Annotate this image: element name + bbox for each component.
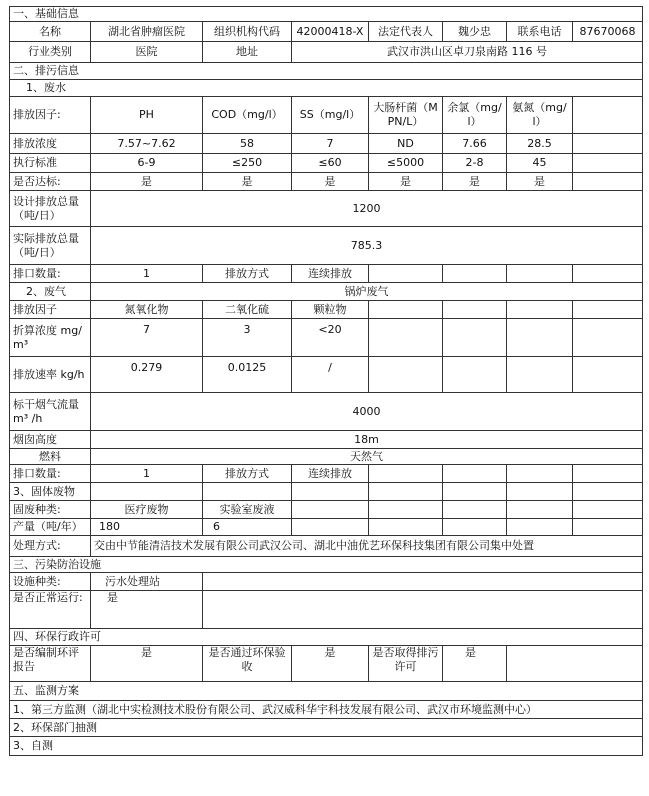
ex-chimney-value: 18m	[91, 431, 643, 449]
table-row	[10, 42, 643, 63]
empty-cell	[443, 465, 507, 483]
exhaust-title: 2、废气	[10, 283, 91, 301]
sw-output-label: 产量（吨/年）	[10, 519, 91, 536]
sw-output-lab-liquid: 6	[203, 519, 292, 536]
ww-std-value: ≤5000	[369, 154, 443, 173]
ww-factor-ss: SS（mg/l）	[292, 97, 369, 134]
solid-waste-title: 3、固体废物	[10, 483, 91, 501]
table-row	[10, 465, 643, 483]
section-row	[10, 63, 643, 80]
ex-factor-so2: 二氧化硫	[203, 301, 292, 319]
table-row	[10, 431, 643, 449]
empty-cell	[369, 465, 443, 483]
phone-label: 联系电话	[507, 22, 573, 42]
empty-cell	[507, 301, 573, 319]
ww-std-value: ≤60	[292, 154, 369, 173]
section-title-basic: 一、基础信息	[10, 7, 643, 22]
address-label: 地址	[203, 42, 292, 63]
table-row	[10, 536, 643, 557]
empty-cell	[573, 319, 643, 357]
empty-cell	[292, 501, 369, 519]
empty-cell	[443, 519, 507, 536]
table-row	[10, 301, 643, 319]
empty-cell	[369, 319, 443, 357]
empty-cell	[573, 265, 643, 283]
industry-label: 行业类别	[10, 42, 91, 63]
ww-compliant-label: 是否达标:	[10, 173, 91, 191]
table-row	[10, 191, 643, 227]
legal-rep-label: 法定代表人	[369, 22, 443, 42]
address-value: 武汉市洪山区卓刀泉南路 116 号	[292, 42, 643, 63]
empty-cell	[369, 501, 443, 519]
section-row	[10, 7, 643, 22]
table-row	[10, 154, 643, 173]
empty-cell	[573, 483, 643, 501]
ex-conc-label: 折算浓度 mg/ m³	[10, 319, 91, 357]
empty-cell	[573, 134, 643, 154]
ex-factor-nox: 氮氧化物	[91, 301, 203, 319]
table-row	[10, 22, 643, 42]
ex-method-value: 连续排放	[292, 465, 369, 483]
ww-method-label: 排放方式	[203, 265, 292, 283]
empty-cell	[573, 501, 643, 519]
ww-compliant-value: 是	[369, 173, 443, 191]
empty-cell	[573, 97, 643, 134]
eia-label: 是否编制环评报告	[10, 646, 91, 682]
acceptance-label: 是否通过环保验收	[203, 646, 292, 682]
monitoring-env-dept: 2、环保部门抽测	[10, 719, 643, 737]
ww-compliant-value: 是	[507, 173, 573, 191]
sw-type-lab-liquid: 实验室废液	[203, 501, 292, 519]
empty-cell	[507, 357, 573, 393]
empty-cell	[573, 465, 643, 483]
ww-outlet-count-label: 排口数量:	[10, 265, 91, 283]
ex-outlet-count-value: 1	[91, 465, 203, 483]
monitoring-self: 3、自测	[10, 737, 643, 756]
sw-type-label: 固废种类:	[10, 501, 91, 519]
empty-cell	[573, 154, 643, 173]
ww-conc-value: 28.5	[507, 134, 573, 154]
ww-conc-value: 7	[292, 134, 369, 154]
ex-conc-value: 7	[91, 319, 203, 357]
ww-std-value: 45	[507, 154, 573, 173]
table-row	[10, 97, 643, 134]
section-title-discharge: 二、排污信息	[10, 63, 643, 80]
ww-compliant-value: 是	[91, 173, 203, 191]
table-row	[10, 573, 643, 591]
sw-output-medical: 180	[91, 519, 203, 536]
subsection-row	[10, 80, 643, 97]
section-row	[10, 629, 643, 646]
ww-std-value: ≤250	[203, 154, 292, 173]
table-row	[10, 701, 643, 719]
section-title-monitoring: 五、监测方案	[10, 682, 643, 701]
table-row	[10, 134, 643, 154]
empty-cell	[507, 465, 573, 483]
table-row	[10, 449, 643, 465]
sw-type-medical: 医疗废物	[91, 501, 203, 519]
ww-outlet-count-value: 1	[91, 265, 203, 283]
permit-value: 是	[443, 646, 507, 682]
org-code-value: 42000418-X	[292, 22, 369, 42]
table-row	[10, 173, 643, 191]
eia-value: 是	[91, 646, 203, 682]
table-row	[10, 719, 643, 737]
empty-cell	[369, 301, 443, 319]
org-code-label: 组织机构代码	[203, 22, 292, 42]
ww-factor-ph: PH	[91, 97, 203, 134]
empty-cell	[573, 301, 643, 319]
empty-cell	[507, 646, 643, 682]
ww-factor-label: 排放因子:	[10, 97, 91, 134]
ex-conc-value: <20	[292, 319, 369, 357]
empty-cell	[443, 483, 507, 501]
ex-rate-label: 排放速率 kg/h	[10, 357, 91, 393]
ww-compliant-value: 是	[203, 173, 292, 191]
empty-cell	[443, 301, 507, 319]
exhaust-source: 锅炉废气	[91, 283, 643, 301]
ww-actual-label: 实际排放总量（吨/日）	[10, 227, 91, 265]
empty-cell	[443, 357, 507, 393]
ex-factor-label: 排放因子	[10, 301, 91, 319]
permit-label: 是否取得排污许可	[369, 646, 443, 682]
ww-conc-value: 58	[203, 134, 292, 154]
table-row	[10, 265, 643, 283]
pollution-disclosure-table	[9, 6, 643, 756]
empty-cell	[443, 265, 507, 283]
empty-cell	[369, 483, 443, 501]
ex-rate-value: 0.279	[91, 357, 203, 393]
empty-cell	[369, 357, 443, 393]
empty-cell	[203, 591, 643, 629]
table-row	[10, 646, 643, 682]
ex-flow-label: 标干烟气流量 m³ /h	[10, 393, 91, 431]
empty-cell	[443, 501, 507, 519]
ww-std-value: 6-9	[91, 154, 203, 173]
monitoring-third-party: 1、第三方监测（湖北中实检测技术股份有限公司、武汉威科华宇科技发展有限公司、武汉市环境监测中心）	[10, 701, 643, 719]
ex-fuel-label: 燃料	[10, 449, 91, 465]
table-row	[10, 227, 643, 265]
table-row	[10, 591, 643, 629]
ex-outlet-count-label: 排口数量:	[10, 465, 91, 483]
wastewater-title: 1、废水	[10, 80, 643, 97]
section-title-facilities: 三、污染防治设施	[10, 557, 643, 573]
empty-cell	[573, 173, 643, 191]
table-row	[10, 519, 643, 536]
empty-cell	[507, 319, 573, 357]
ex-chimney-label: 烟囱高度	[10, 431, 91, 449]
ww-design-value: 1200	[91, 191, 643, 227]
ww-factor-chlorine: 余氯（mg/l）	[443, 97, 507, 134]
sw-treatment-label: 处理方式:	[10, 536, 91, 557]
empty-cell	[91, 483, 203, 501]
ex-fuel-value: 天然气	[91, 449, 643, 465]
industry-value: 医院	[91, 42, 203, 63]
ex-rate-value: 0.0125	[203, 357, 292, 393]
ww-conc-value: 7.66	[443, 134, 507, 154]
section-row	[10, 682, 643, 701]
ww-design-label: 设计排放总量（吨/日）	[10, 191, 91, 227]
table-row	[10, 737, 643, 756]
empty-cell	[507, 265, 573, 283]
sw-treatment-value: 交由中节能清洁技术发展有限公司武汉公司、湖北中油优艺环保科技集团有限公司集中处置	[91, 536, 643, 557]
ww-conc-label: 排放浓度	[10, 134, 91, 154]
table-row	[10, 319, 643, 357]
section-row	[10, 557, 643, 573]
ww-factor-ammonia: 氨氮（mg/l）	[507, 97, 573, 134]
table-row	[10, 501, 643, 519]
ww-method-value: 连续排放	[292, 265, 369, 283]
section-title-permits: 四、环保行政许可	[10, 629, 643, 646]
table-row	[10, 483, 643, 501]
empty-cell	[369, 265, 443, 283]
empty-cell	[292, 519, 369, 536]
facility-type-label: 设施种类:	[10, 573, 91, 591]
empty-cell	[507, 483, 573, 501]
ww-std-value: 2-8	[443, 154, 507, 173]
ex-factor-particulate: 颗粒物	[292, 301, 369, 319]
ww-actual-value: 785.3	[91, 227, 643, 265]
ex-conc-value: 3	[203, 319, 292, 357]
ex-method-label: 排放方式	[203, 465, 292, 483]
empty-cell	[292, 483, 369, 501]
table-row	[10, 283, 643, 301]
empty-cell	[203, 573, 643, 591]
legal-rep-value: 魏少忠	[443, 22, 507, 42]
empty-cell	[507, 501, 573, 519]
ex-flow-value: 4000	[91, 393, 643, 431]
name-label: 名称	[10, 22, 91, 42]
ex-rate-value: /	[292, 357, 369, 393]
ww-conc-value: 7.57~7.62	[91, 134, 203, 154]
ww-factor-coliform: 大肠杆菌（MPN/L）	[369, 97, 443, 134]
ww-conc-value: ND	[369, 134, 443, 154]
empty-cell	[203, 483, 292, 501]
table-row	[10, 357, 643, 393]
ww-compliant-value: 是	[292, 173, 369, 191]
empty-cell	[573, 357, 643, 393]
table-row	[10, 393, 643, 431]
empty-cell	[507, 519, 573, 536]
phone-value: 87670068	[573, 22, 643, 42]
empty-cell	[443, 319, 507, 357]
empty-cell	[369, 519, 443, 536]
facility-running-value: 是	[91, 591, 203, 629]
empty-cell	[573, 519, 643, 536]
acceptance-value: 是	[292, 646, 369, 682]
facility-running-label: 是否正常运行:	[10, 591, 91, 629]
ww-factor-cod: COD（mg/l）	[203, 97, 292, 134]
ww-compliant-value: 是	[443, 173, 507, 191]
ww-std-label: 执行标准	[10, 154, 91, 173]
facility-type-value: 污水处理站	[91, 573, 203, 591]
name-value: 湖北省肿瘤医院	[91, 22, 203, 42]
